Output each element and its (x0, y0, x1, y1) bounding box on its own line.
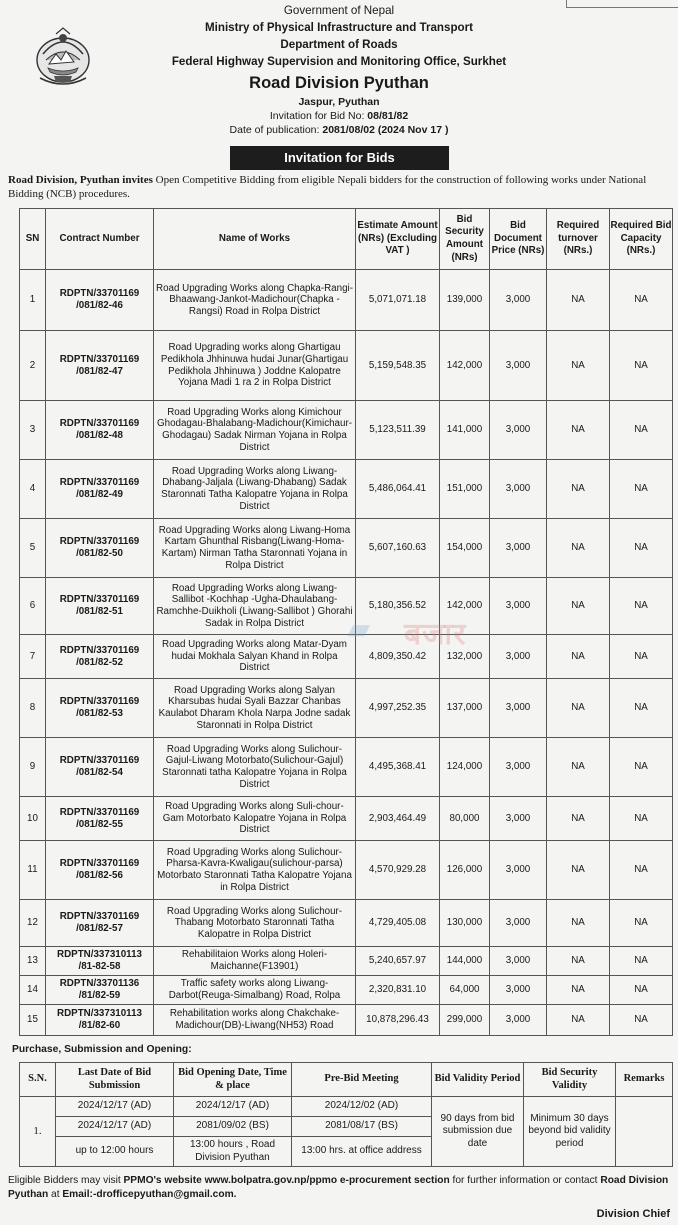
row-work-name: Road Upgrading Works along Sulichour-Gajul-Liwang Motorbato(Sulichour-Gajul) Staronnati tatha Kalopatre Yojana in Rolpa District (154, 738, 356, 797)
row-bid-security: 151,000 (440, 460, 490, 519)
works-row (20, 841, 673, 900)
signature-title: Division Chief (596, 1208, 670, 1220)
row-work-name: Road Upgrading works along Ghartigau Pedikhola Jhhinuwa hudai Junar(Ghartigau Pedikhola Jhhinuwa ) Joddne Kalopatre Yojana Madi 1 ra 2 in Rolpa District (154, 331, 356, 401)
row-contract-number: RDPTN/33701169 /081/82-54 (46, 738, 154, 797)
row-contract-number: RDPTN/33701169 /081/82-50 (46, 519, 154, 578)
row-work-name: Road Upgrading Works along Sulichour-Pharsa-Kavra-Kwaligau(sulichour-parsa) Motorbato Staronnati Tatha Kalopatre Yojana in Rolpa District (154, 841, 356, 900)
row-bid-security: 137,000 (440, 679, 490, 738)
row-bid-security: 299,000 (440, 1005, 490, 1036)
ministry-name: Ministry of Physical Infrastructure and Transport (204, 21, 473, 34)
intro-paragraph: Road Division, Pyuthan invites Open Competitive Bidding from eligible Nepali bidders for the construction of following works under National Bidding (NCB) procedures. (8, 174, 647, 200)
row-turnover: NA (547, 519, 610, 578)
col-header-capacity: Required Bid Capacity (NRs.) (610, 209, 673, 270)
row-work-name: Road Upgrading Works along Chapka-Rangi-Bhaawang-Jankot-Madichour(Chapka -Rangsi) Road in Rolpa District (154, 270, 356, 331)
row-sn: 9 (20, 738, 46, 797)
row-bid-security: 142,000 (440, 331, 490, 401)
works-row (20, 331, 673, 401)
row-bid-capacity: NA (610, 738, 673, 797)
row-work-name: Road Upgrading Works along Sulichour-Thabang Motorbato Staronnati Tatha Kalopatre in Rolpa District (154, 900, 356, 947)
row-work-name: Road Upgrading Works along Suli-chour-Gam Motorbato Kalopatre Yojana in Rolpa District (154, 797, 356, 841)
col-header-sn: SN (20, 209, 46, 270)
purchase-heading: Purchase, Submission and Opening: (12, 1044, 192, 1055)
col-header-turnover: Required turnover (NRs.) (547, 209, 610, 270)
row-doc-price: 3,000 (490, 738, 547, 797)
purchase-row (20, 1097, 673, 1117)
row-estimate: 4,570,929.28 (356, 841, 440, 900)
row-estimate: 4,495,368.41 (356, 738, 440, 797)
row-sn: 10 (20, 797, 46, 841)
row-bid-capacity: NA (610, 900, 673, 947)
works-row (20, 679, 673, 738)
p-opening-time-place: 13:00 hours , Road Division Pyuthan (174, 1137, 292, 1167)
p-prebid-bs: 2081/08/17 (BS) (292, 1117, 432, 1137)
row-work-name: Road Upgrading Works along Kimichour Ghodagau-Bhalabang-Madichour(Kimichaur-Ghodagau) Sadak Nirman Yojana in Rolpa District (154, 401, 356, 460)
p-header-prebid: Pre-Bid Meeting (292, 1063, 432, 1097)
row-bid-capacity: NA (610, 519, 673, 578)
row-bid-security: 141,000 (440, 401, 490, 460)
row-bid-capacity: NA (610, 679, 673, 738)
row-contract-number: RDPTN/33701169 /081/82-57 (46, 900, 154, 947)
row-doc-price: 3,000 (490, 519, 547, 578)
p-submission-ad-2: 2024/12/17 (AD) (56, 1117, 174, 1137)
row-turnover: NA (547, 947, 610, 976)
row-work-name: Road Upgrading Works along Matar-Dyam hudai Mokhala Salyan Khand in Rolpa District (154, 635, 356, 679)
row-turnover: NA (547, 797, 610, 841)
works-row (20, 1005, 673, 1036)
row-contract-number: RDPTN/33701169 /081/82-47 (46, 331, 154, 401)
row-bid-security: 130,000 (440, 900, 490, 947)
row-estimate: 10,878,296.43 (356, 1005, 440, 1036)
row-estimate: 2,903,464.49 (356, 797, 440, 841)
row-contract-number: RDPTN/33701169 /081/82-56 (46, 841, 154, 900)
row-doc-price: 3,000 (490, 679, 547, 738)
row-estimate: 5,607,160.63 (356, 519, 440, 578)
office-name: Federal Highway Supervision and Monitoring Office, Surkhet (171, 55, 507, 68)
works-row (20, 401, 673, 460)
row-doc-price: 3,000 (490, 797, 547, 841)
row-estimate: 4,809,350.42 (356, 635, 440, 679)
letterhead (0, 2, 678, 137)
row-bid-security: 124,000 (440, 738, 490, 797)
col-header-name: Name of Works (154, 209, 356, 270)
row-sn: 7 (20, 635, 46, 679)
row-contract-number: RDPTN/337310113 /81-82-58 (46, 947, 154, 976)
row-bid-security: 80,000 (440, 797, 490, 841)
row-bid-security: 139,000 (440, 270, 490, 331)
row-doc-price: 3,000 (490, 578, 547, 635)
p-submission-ad: 2024/12/17 (AD) (56, 1097, 174, 1117)
col-header-estimate: Estimate Amount (NRs) (Excluding VAT ) (356, 209, 440, 270)
p-header-security-validity: Bid Security Validity (524, 1063, 616, 1097)
works-row (20, 460, 673, 519)
works-row (20, 900, 673, 947)
row-doc-price: 3,000 (490, 947, 547, 976)
purchase-table (19, 1062, 673, 1167)
row-turnover: NA (547, 401, 610, 460)
row-turnover: NA (547, 578, 610, 635)
row-bid-security: 142,000 (440, 578, 490, 635)
row-contract-number: RDPTN/33701169 /081/82-52 (46, 635, 154, 679)
row-work-name: Rehabilitation works along Chakchake-Madichour(DB)-Liwang(NH53) Road (154, 1005, 356, 1036)
row-doc-price: 3,000 (490, 976, 547, 1005)
row-estimate: 4,997,252.35 (356, 679, 440, 738)
row-contract-number: RDPTN/337310113 /81/82-60 (46, 1005, 154, 1036)
row-bid-capacity: NA (610, 947, 673, 976)
row-bid-capacity: NA (610, 1005, 673, 1036)
p-prebid-time-place: 13:00 hrs. at office address (292, 1137, 432, 1167)
row-contract-number: RDPTN/33701169 /081/82-48 (46, 401, 154, 460)
row-work-name: Road Upgrading Works along Salyan Kharsubas hudai Syali Bazzar Chanbas Kaulabot Dharam Khola Narpa Jodne sadak Staronnati in Rolpa District (154, 679, 356, 738)
row-doc-price: 3,000 (490, 635, 547, 679)
row-turnover: NA (547, 331, 610, 401)
row-turnover: NA (547, 1005, 610, 1036)
row-doc-price: 3,000 (490, 331, 547, 401)
government-name: Government of Nepal (283, 4, 395, 17)
row-contract-number: RDPTN/33701169 /081/82-55 (46, 797, 154, 841)
row-work-name: Traffic safety works along Liwang-Darbot(Reuga-Simalbang) Road, Rolpa (154, 976, 356, 1005)
row-bid-security: 144,000 (440, 947, 490, 976)
row-bid-security: 154,000 (440, 519, 490, 578)
row-contract-number: RDPTN/33701169 /081/82-51 (46, 578, 154, 635)
col-header-security: Bid Security Amount (NRs) (440, 209, 490, 270)
row-bid-capacity: NA (610, 460, 673, 519)
row-estimate: 2,320,831.10 (356, 976, 440, 1005)
p-sn: 1. (20, 1097, 56, 1167)
p-header-sn: S.N. (20, 1063, 56, 1097)
p-header-opening: Bid Opening Date, Time & place (174, 1063, 292, 1097)
row-turnover: NA (547, 900, 610, 947)
row-sn: 11 (20, 841, 46, 900)
works-row (20, 635, 673, 679)
division-name: Road Division Pyuthan (249, 74, 429, 92)
works-row (20, 797, 673, 841)
row-estimate: 5,159,548.35 (356, 331, 440, 401)
row-turnover: NA (547, 460, 610, 519)
row-sn: 15 (20, 1005, 46, 1036)
p-opening-bs: 2081/09/02 (BS) (174, 1117, 292, 1137)
works-row (20, 578, 673, 635)
row-sn: 8 (20, 679, 46, 738)
row-sn: 14 (20, 976, 46, 1005)
works-row (20, 519, 673, 578)
p-prebid-ad: 2024/12/02 (AD) (292, 1097, 432, 1117)
works-row (20, 976, 673, 1005)
row-work-name: Road Upgrading Works along Liwang-Homa Kartam Ghunthal Risbang(Liwang-Homa-Kartam) Nirman Tatha Staronnati Yojana in Rolpa District (154, 519, 356, 578)
p-remarks (616, 1097, 673, 1167)
row-sn: 12 (20, 900, 46, 947)
row-bid-capacity: NA (610, 578, 673, 635)
row-bid-capacity: NA (610, 976, 673, 1005)
row-estimate: 5,180,356.52 (356, 578, 440, 635)
row-bid-security: 132,000 (440, 635, 490, 679)
p-header-submission: Last Date of Bid Submission (56, 1063, 174, 1097)
row-estimate: 5,240,657.97 (356, 947, 440, 976)
bid-number: 08/81/82 (367, 110, 409, 122)
row-contract-number: RDPTN/33701169 /081/82-53 (46, 679, 154, 738)
row-turnover: NA (547, 679, 610, 738)
row-estimate: 5,071,071.18 (356, 270, 440, 331)
p-header-validity: Bid Validity Period (432, 1063, 524, 1097)
row-estimate: 5,486,064.41 (356, 460, 440, 519)
row-turnover: NA (547, 976, 610, 1005)
row-work-name: Road Upgrading Works along Liwang-Dhabang-Jaljala (Liwang-Dhabang) Sadak Staronnati Tatha Kalopatre Yojana in Rolpa District (154, 460, 356, 519)
works-row (20, 947, 673, 976)
row-contract-number: RDPTN/33701136 /81/82-59 (46, 976, 154, 1005)
watermark: बजार (404, 618, 467, 651)
row-bid-capacity: NA (610, 401, 673, 460)
row-bid-capacity: NA (610, 635, 673, 679)
col-header-doc-price: Bid Document Price (NRs) (490, 209, 547, 270)
row-bid-capacity: NA (610, 841, 673, 900)
row-sn: 2 (20, 331, 46, 401)
row-bid-security: 64,000 (440, 976, 490, 1005)
ppmo-link[interactable]: www.bolpatra.gov.np/ppmo (204, 1175, 338, 1186)
row-sn: 13 (20, 947, 46, 976)
p-header-remarks: Remarks (616, 1063, 673, 1097)
row-doc-price: 3,000 (490, 841, 547, 900)
row-contract-number: RDPTN/33701169 /081/82-46 (46, 270, 154, 331)
publication-date: 2081/08/02 (2024 Nov 17 ) (322, 123, 449, 136)
row-turnover: NA (547, 635, 610, 679)
row-bid-capacity: NA (610, 797, 673, 841)
row-bid-security: 126,000 (440, 841, 490, 900)
row-doc-price: 3,000 (490, 460, 547, 519)
row-work-name: Rehabilitaion Works along Holeri-Maichanne(F13901) (154, 947, 356, 976)
works-header-row (20, 209, 673, 270)
row-turnover: NA (547, 738, 610, 797)
row-sn: 5 (20, 519, 46, 578)
row-sn: 4 (20, 460, 46, 519)
row-doc-price: 3,000 (490, 1005, 547, 1036)
p-submission-time: up to 12:00 hours (56, 1137, 174, 1167)
p-opening-ad: 2024/12/17 (AD) (174, 1097, 292, 1117)
footer-note: Eligible Bidders may visit PPMO's website www.bolpatra.gov.np/ppmo e-procurement section for further information or contact Road Division Pyuthan at Email:-drofficepyuthan@gmail.com. (8, 1175, 669, 1200)
invitation-banner: Invitation for Bids (230, 146, 449, 170)
division-location: Jaspur, Pyuthan (298, 96, 380, 108)
publication-date-line: Date of publication: 2081/08/02 (2024 Nov 17 ) (229, 123, 449, 136)
works-row (20, 738, 673, 797)
row-bid-capacity: NA (610, 331, 673, 401)
p-security-validity: Minimum 30 days beyond bid validity period (524, 1097, 616, 1167)
works-table (19, 208, 673, 1036)
p-validity: 90 days from bid submission due date (432, 1097, 524, 1167)
row-contract-number: RDPTN/33701169 /081/82-49 (46, 460, 154, 519)
row-work-name: Road Upgrading Works along Liwang-Sallibot -Kochhap -Ugha-Dhaulabang-Ramchhe-Duikholi (Liwang-Sallibot ) Ghorahi Sadak in Rolpa District (154, 578, 356, 635)
row-turnover: NA (547, 841, 610, 900)
row-estimate: 5,123,511.39 (356, 401, 440, 460)
row-doc-price: 3,000 (490, 270, 547, 331)
col-header-contract: Contract Number (46, 209, 154, 270)
row-sn: 3 (20, 401, 46, 460)
purchase-header-row (20, 1063, 673, 1097)
row-doc-price: 3,000 (490, 401, 547, 460)
row-bid-capacity: NA (610, 270, 673, 331)
row-sn: 1 (20, 270, 46, 331)
works-row (20, 270, 673, 331)
row-sn: 6 (20, 578, 46, 635)
department-name: Department of Roads (280, 38, 398, 51)
row-turnover: NA (547, 270, 610, 331)
contact-email[interactable]: Email:-drofficepyuthan@gmail.com. (62, 1188, 237, 1200)
row-doc-price: 3,000 (490, 900, 547, 947)
row-estimate: 4,729,405.08 (356, 900, 440, 947)
bid-number-line: Invitation for Bid No: 08/81/82 (269, 110, 409, 122)
watermark-mark: ▰ (348, 613, 370, 644)
